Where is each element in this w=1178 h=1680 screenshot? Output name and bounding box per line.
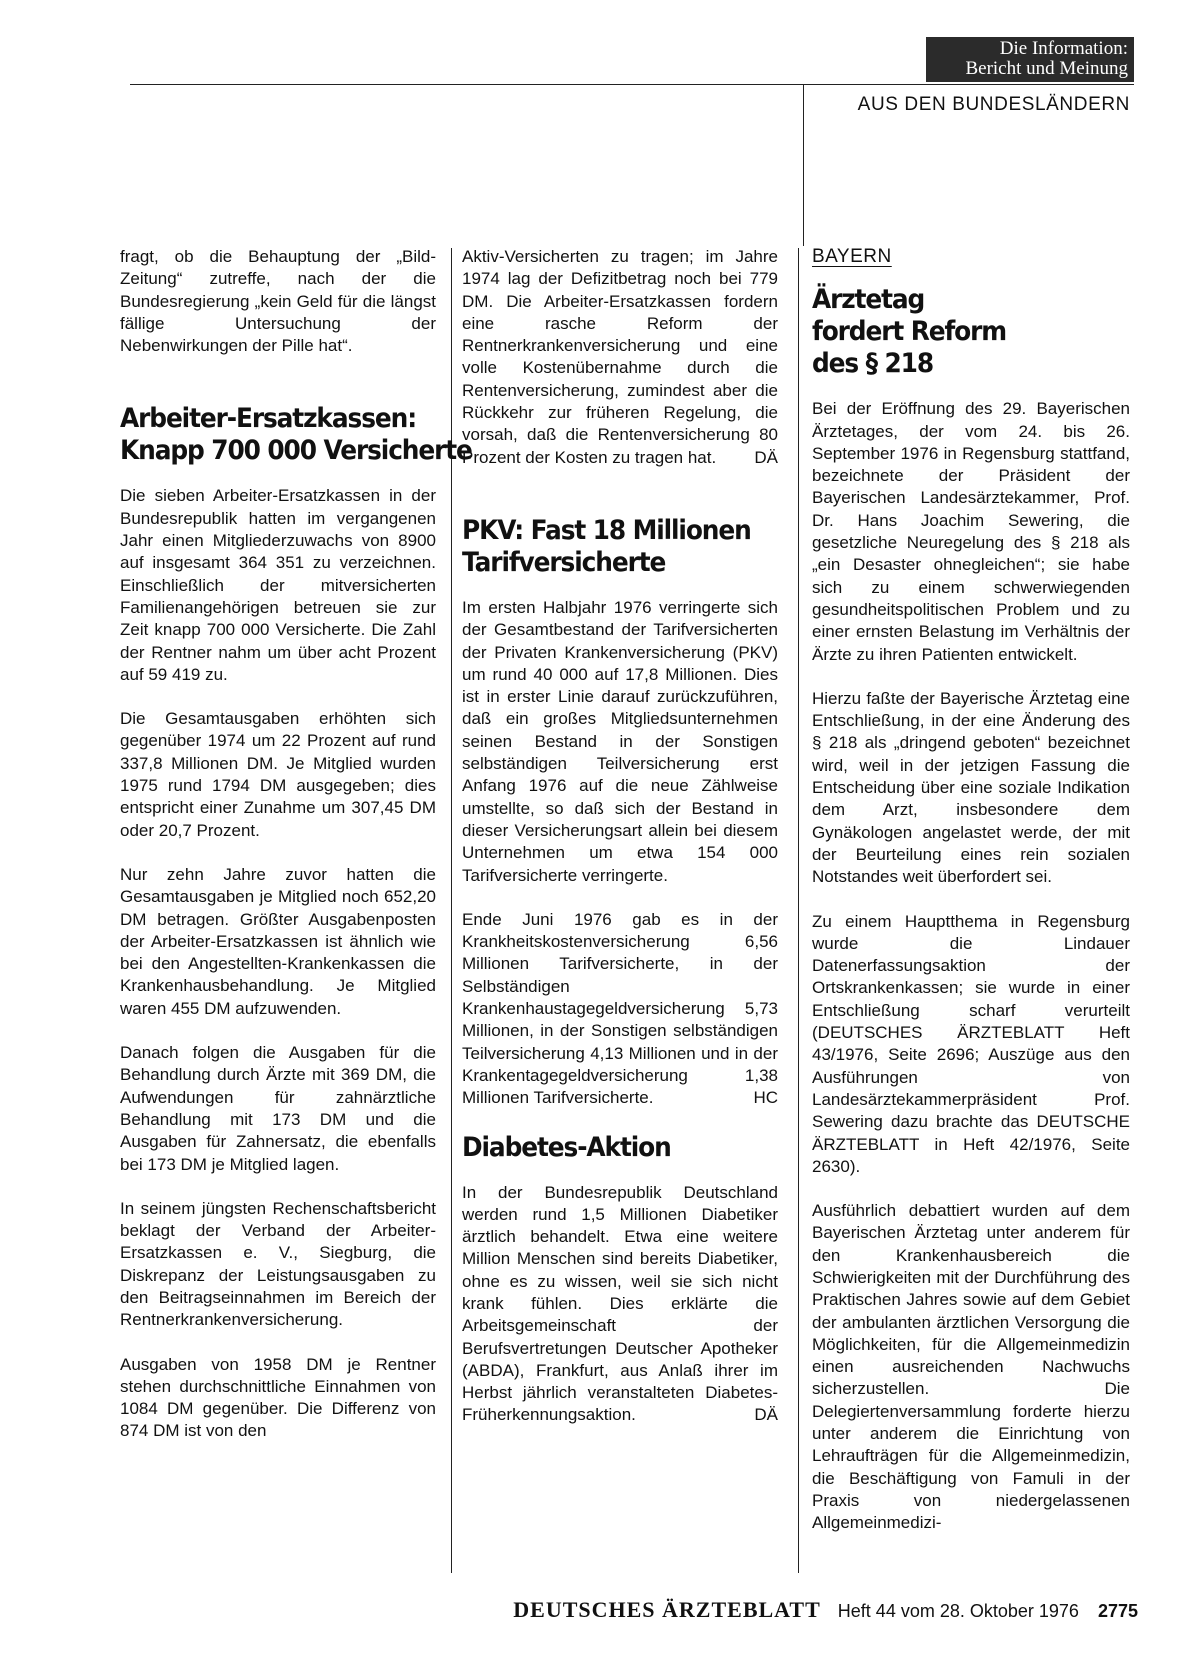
paragraph: Im ersten Halbjahr 1976 verringerte sich der Gesamtbestand der Tarifversicherten der Privaten Krankenversicherung (PKV) um rund 40 000 auf 17,8 Millionen. Dies ist in erster Linie darauf zurückzuführen, daß ein großes Mitgliedsunternehmen seinen Bestand in der Sonstigen selbständigen Teilversicherung erst Anfang 1976 auf die neue Zählweise umstellte, so daß sich der Bestand in dieser Versicherungsart allein bei diesem Unternehmen um etwa 154 000 Tarifversicherte verringerte. — [462, 597, 778, 885]
column-1 — [120, 246, 472, 1443]
column-3 — [812, 246, 1130, 1535]
header-divider — [803, 84, 804, 246]
headline-line: Arbeiter-Ersatzkassen: — [120, 403, 417, 435]
paragraph-with-signature — [462, 246, 778, 469]
paragraph: In seinem jüngsten Rechenschaftsbericht beklagt der Verband der Arbeiter-Ersatzkassen e. V., Siegburg, die Diskrepanz der Leistungsausgaben zu den Beitragseinnahmen im Bereich der Rentnerkrankenversicherung. — [120, 1198, 436, 1330]
paragraph: Hierzu faßte der Bayerische Ärztetag eine Entschließung, in der eine Änderung des § 218 als „dringend geboten“ bezeichnet wird, weil in der jetzigen Fassung die Entscheidung über eine soziale Indikation dem Arzt, insbesondere dem Gynäkologen angelastet werde, der mit der Beurteilung eines rein sozialen Notstandes weit überfordert sei. — [812, 688, 1130, 887]
headline-line: Knapp 700 000 Versicherte — [120, 435, 472, 467]
column-divider-2 — [798, 248, 799, 1573]
paragraph: Die Gesamtausgaben erhöhten sich gegenüber 1974 um 22 Prozent auf rund 337,8 Millionen DM. Je Mitglied wurden 1975 rund 1794 DM ausgegeben; dies entspricht einer Zunahme um 307,45 DM oder 20,7 Prozent. — [120, 709, 436, 840]
paragraph: Nur zehn Jahre zuvor hatten die Gesamtausgaben je Mitglied noch 652,20 DM betragen. Größter Ausgabenposten der Arbeiter-Ersatzkassen ist ähnlich wie bei den Angestellten-Krankenkassen die Krankenhausbehandlung. Je Mitglied waren 455 DM aufzuwenden. — [120, 864, 436, 1018]
headline-line: PKV: Fast 18 Millionen — [462, 514, 751, 546]
article-headline — [812, 284, 1105, 380]
journal-name: DEUTSCHES ÄRZTEBLATT — [513, 1597, 821, 1622]
article-headline: Diabetes-Aktion — [462, 1131, 671, 1163]
paragraph: fragt, ob die Behauptung der „Bild-Zeitung“ zutreffe, nach der die Bundesregierung „kein Geld für die längst fällige Untersuchung der Nebenwirkungen der Pille hat“. — [120, 247, 436, 356]
author-signature: DÄ — [754, 447, 778, 467]
rubric-badge — [926, 37, 1134, 82]
paragraph-with-signature — [462, 1182, 778, 1427]
article-headline — [462, 515, 753, 579]
article-headline — [120, 403, 472, 467]
section-title: AUS DEN BUNDESLÄNDERN — [857, 94, 1130, 115]
paragraph: Ausführlich debattiert wurden auf dem Bayerischen Ärztetag unter anderem für den Krankenhausbereich die Schwierigkeiten mit der Durchführung des Praktischen Jahres sowie auf dem Gebiet der ambulanten ärztlichen Versorgung die Möglichkeiten, für die Allgemeinmedizin einen ausreichenden Nachwuchs sicherzustellen. Die Delegiertenversammlung forderte hierzu unter anderem die Einrichtung von Lehraufträgen für die Allgemeinmedizin, die Beschäftigung von Famuli in der Praxis von niedergelassenen Allgemeinmedizi- — [812, 1201, 1130, 1533]
issue-info: Heft 44 vom 28. Oktober 1976 — [837, 1601, 1079, 1621]
headline-line: fordert Reform — [812, 316, 1007, 348]
paragraph: Die sieben Arbeiter-Ersatzkassen in der Bundesrepublik hatten im vergangenen Jahr einen Mitgliederzuwachs von 8900 auf insgesamt 364 351 zu verzeichnen. Einschließlich der mitversicherten Familienangehörigen betreuen sie zur Zeit knapp 700 000 Versicherte. Die Zahl der Rentner nahm um über acht Prozent auf 59 419 zu. — [120, 486, 436, 684]
paragraph: Zu einem Hauptthema in Regensburg wurde die Lindauer Datenerfassungsaktion der Ortskrankenkassen; sie wurde in einer Entschließung scharf verurteilt (DEUTSCHES ÄRZTEBLATT Heft 43/1976, Seite 2696; Auszüge aus den Ausführungen von Landesärztekammerpräsident Prof. Sewering dazu brachte das DEUTSCHE ÄRZTEBLATT in Heft 42/1976, Seite 2630). — [812, 911, 1130, 1176]
paragraph: Ausgaben von 1958 DM je Rentner stehen durchschnittliche Einnahmen von 1084 DM gegenüber. Die Differenz von 874 DM ist von den — [120, 1354, 436, 1441]
paragraph: Bei der Eröffnung des 29. Bayerischen Ärztetages, der vom 24. bis 26. September 1976 in Regensburg stattfand, bezeichnete der Präsident der Bayerischen Landesärztekammer, Prof. Dr. Hans Joachim Sewering, die gesetzliche Neuregelung des § 218 als „ein Desaster ohnegleichen“; sie habe sich zu einem schwerwiegenden gesundheitspolitischen Problem und zu einer ernsten Belastung im Verhältnis der Ärzte zu ihren Patienten entwickelt. — [812, 399, 1130, 664]
headline-line: Ärztetag — [812, 284, 925, 316]
headline-line: Tarifversicherte — [462, 546, 666, 578]
paragraph-with-signature — [462, 909, 778, 1110]
paragraph: Danach folgen die Ausgaben für die Behandlung durch Ärzte mit 369 DM, die Aufwendungen für zahnärztliche Behandlung mit 173 DM und die Ausgaben für Zahnersatz, die ebenfalls bei 173 DM je Mitglied lagen. — [120, 1043, 436, 1174]
page-footer — [513, 1597, 1138, 1623]
author-signature: HC — [753, 1088, 778, 1108]
paragraph-text: Aktiv-Versicherten zu tragen; im Jahre 1974 lag der Defizitbetrag noch bei 779 DM. Die Arbeiter-Ersatzkassen fordern eine rasche Reform der Rentnerkrankenversicherung und eine volle Kostenübernahme durch die Rentenversicherung, zumindest aber die Rückkehr zur früheren Regelung, die vorsah, daß die Rentenversicherung 80 Prozent der Kosten zu tragen hat. — [462, 247, 778, 467]
paragraph-text: In der Bundesrepublik Deutschland werden rund 1,5 Millionen Diabetiker ärztlich behandelt. Etwa eine weitere Million Menschen sind bereits Diabetiker, ohne es zu wissen, weil sie sich nicht krank fühlen. Dies erklärte die Arbeitsgemeinschaft der Berufsvertretungen Deutscher Apotheker (ABDA), Frankfurt, aus Anlaß ihrer im Herbst jährlich veranstalteten Diabetes-Früherkennungsaktion. — [462, 1182, 778, 1425]
header-rule — [130, 84, 1134, 85]
headline-line: des § 218 — [812, 348, 934, 380]
column-2 — [462, 246, 778, 1427]
paragraph-text: Ende Juni 1976 gab es in der Krankheitskostenversicherung 6,56 Millionen Tarifversicherte, in der Selbständigen Krankenhaustagegeldversicherung 5,73 Millionen, in der Sonstigen selbständigen Teilversicherung 4,13 Millionen und in der Krankentagegeldversicherung 1,38 Millionen Tarifversicherte. — [462, 909, 778, 1108]
rubric-line-2: Bericht und Meinung — [965, 58, 1128, 79]
author-signature: DÄ — [754, 1405, 778, 1425]
page-number: 2775 — [1097, 1601, 1138, 1621]
region-kicker: BAYERN — [812, 246, 892, 267]
rubric-line-1: Die Information: — [999, 38, 1128, 59]
